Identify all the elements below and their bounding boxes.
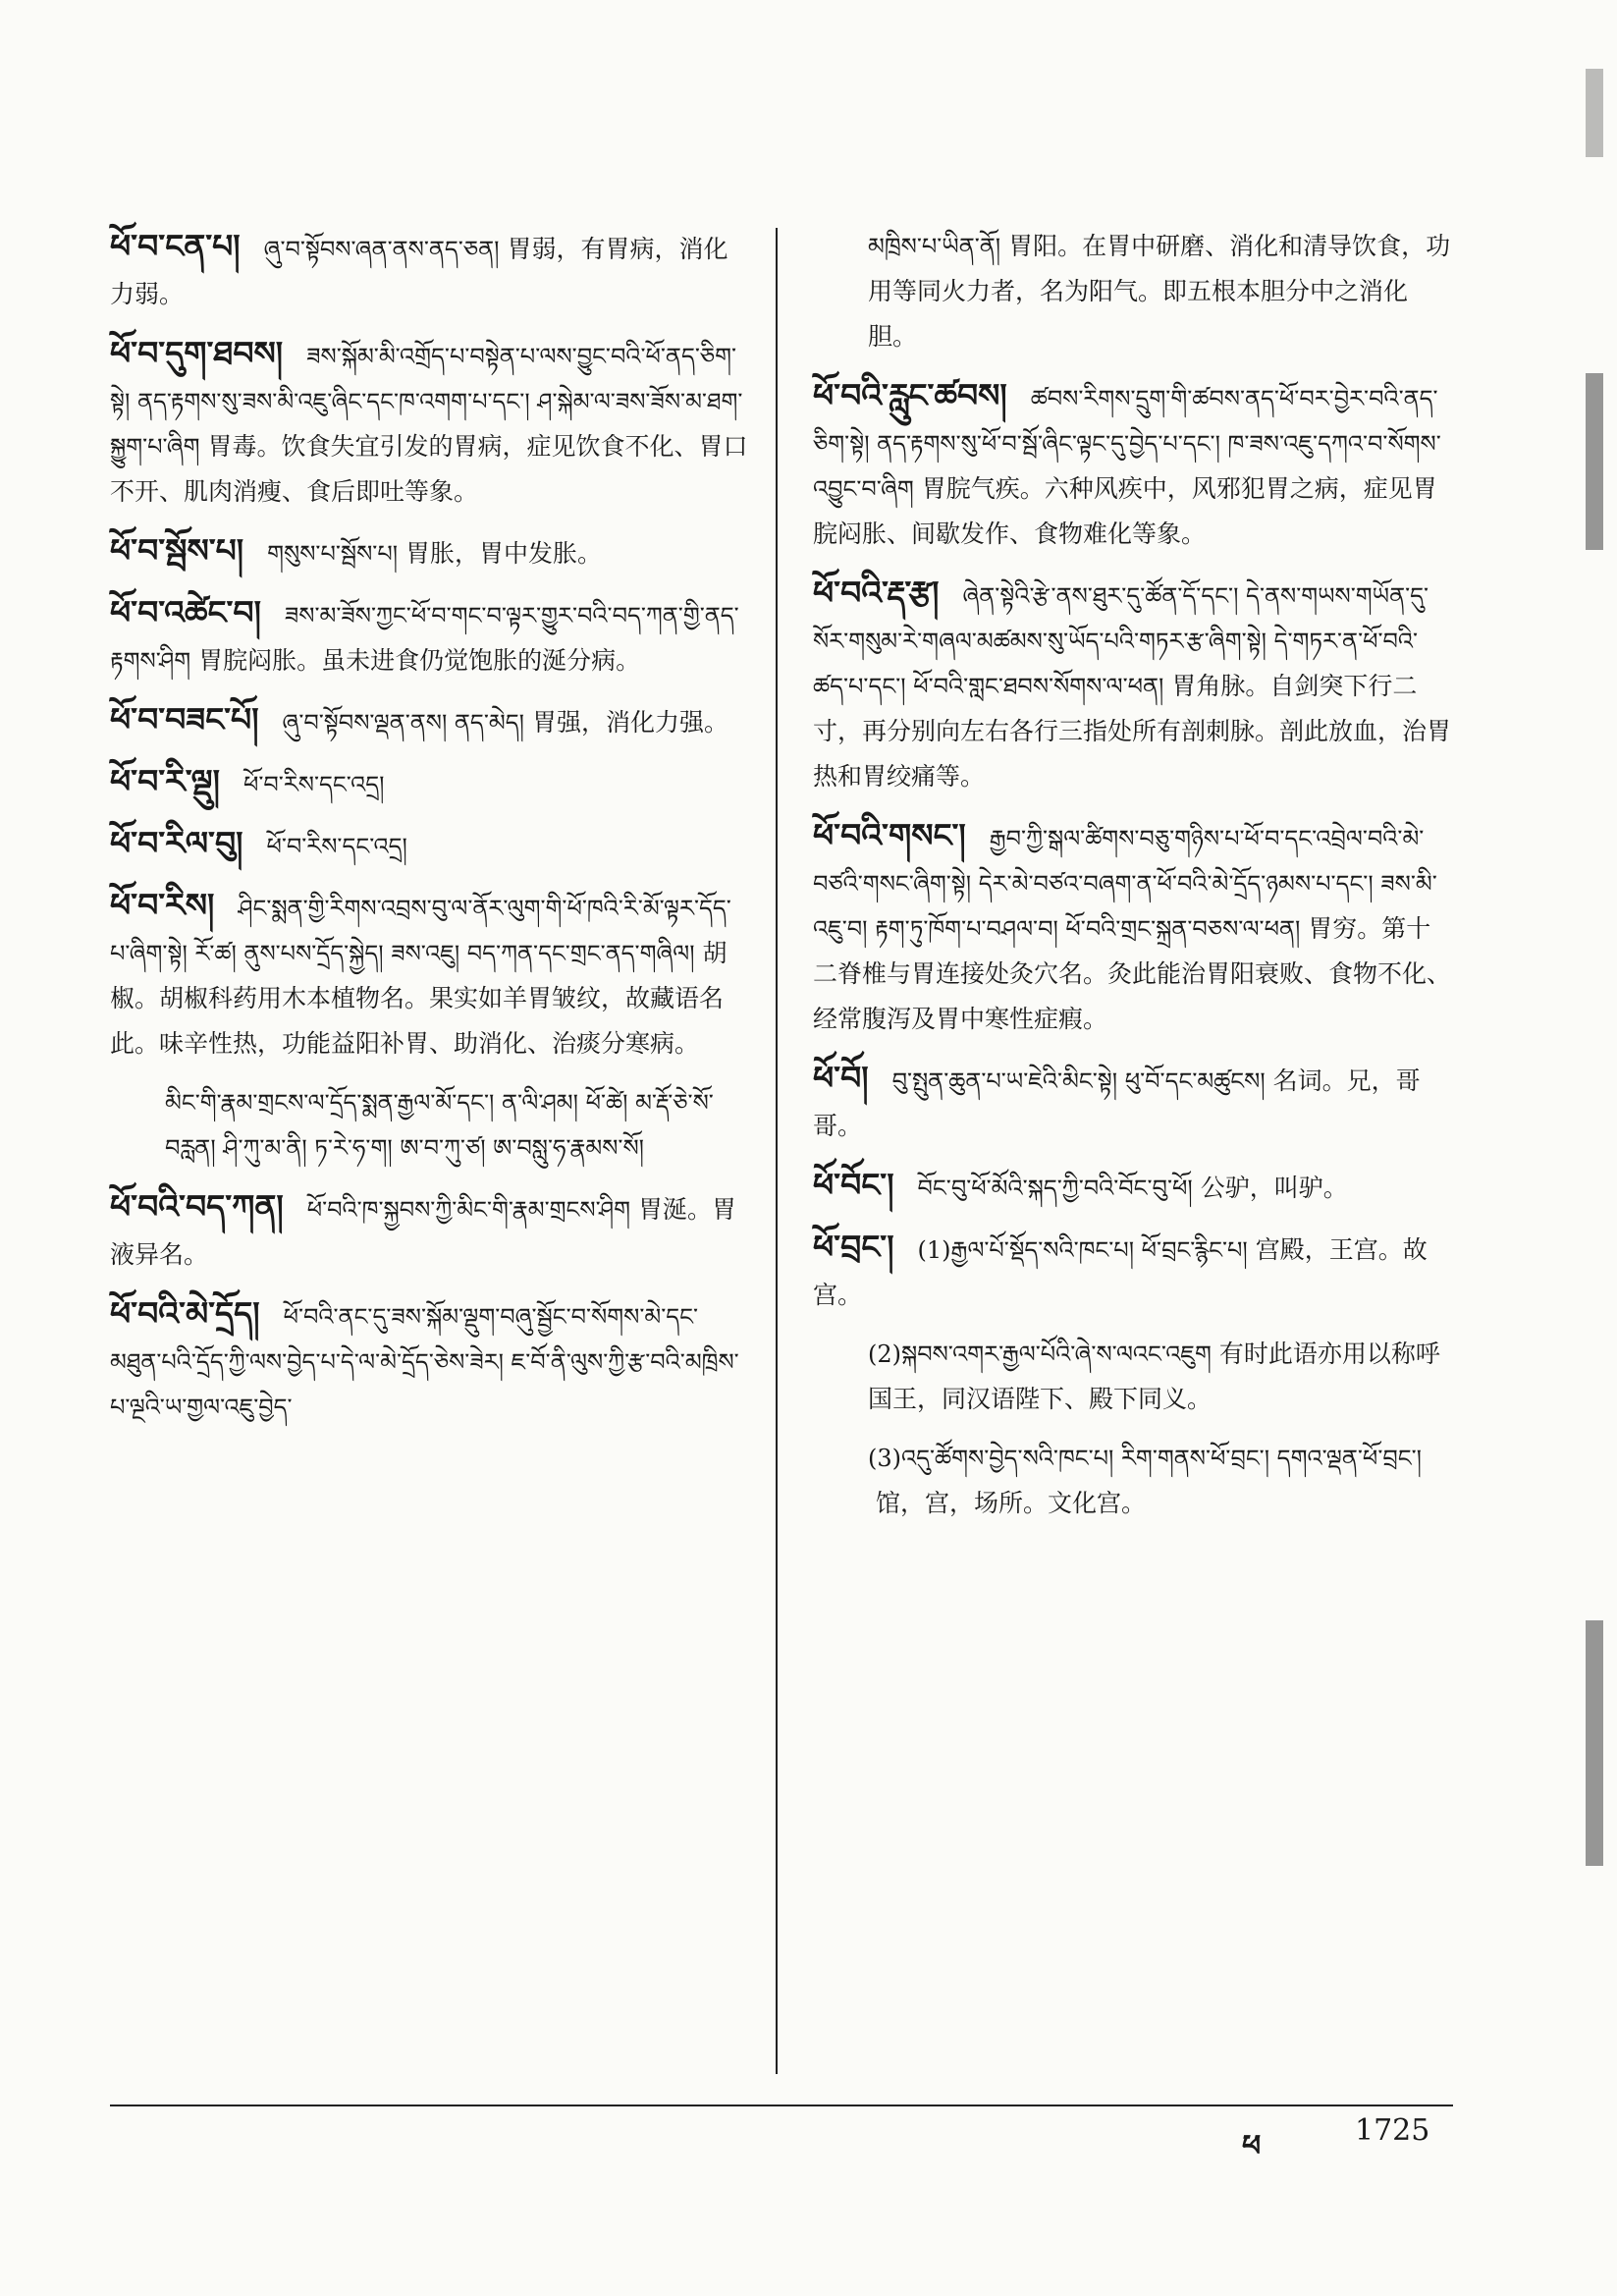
scan-edge-mark-mid [1586,373,1603,550]
page-letter: ཕ [1242,2129,1262,2163]
entry-headword: ཕོ་བོང་། [813,1166,894,1204]
entry-chinese-definition: 胃阳。在胃中研磨、消化和清导饮食，功用等同火力者，名为阳气。即五根本胆分中之消化胆。 [868,232,1451,351]
dictionary-entry [813,571,1451,799]
entry-tibetan-definition: ཟས་སྐོམ་མི་འགྲོད་པ་བསྟེན་པ་ལས་བྱུང་བའི་ཕོ་ནད་ཅིག་སྟེ། ནད་རྟགས་སུ་ཟས་མི་འཇུ་ཞིང་དང་ཁ་འགག་པ་དང་། ཤ་སྐེམ་ལ་ཟས་ཟོས་མ་ཐག་སྐྱུག་པ་ཞིག [110,343,743,461]
dictionary-entry [110,1080,748,1171]
entry-tibetan-definition: མིང་གི་རྣམ་གྲངས་ལ་དྲོད་སྨན་རྒྱལ་མོ་དང་། ན་ལི་ཤམ། ཕོ་ཚེ། མ་རྡོ་ཅེ་སོ་བརླན། ཤི་ཀུ་མ་ནི། ཏ་རེ་ཧ་ག། ཨ་བ་ཀུ་ཙ། ཨ་བསླུ་ཧ་རྣམས་སོ། [165,1089,714,1162]
entry-headword: ཕོ་བ་རིས། [110,886,215,924]
entry-chinese-definition: 胃强，消化力强。 [531,708,728,737]
entry-tibetan-definition: (3)འདུ་ཚོགས་བྱེད་སའི་ཁང་པ། རིག་གནས་ཕོ་བྲང་། དགའ་ལྡན་ཕོ་བྲང་། [868,1445,1422,1472]
entry-chinese-definition: 胃涎。胃液异名。 [110,1195,737,1269]
entry-chinese-definition: 宫殿，王宫。故宫。 [813,1235,1428,1309]
entry-tibetan-definition: ཕོ་བ་རིས་དང་འདྲ། [243,771,385,798]
dictionary-entry [110,224,748,317]
entry-chinese-definition: 名词。兄，哥哥。 [813,1066,1421,1140]
entry-tibetan-definition: ཕོ་བའི་ཁ་སྐྱབས་ཀྱི་མིང་གི་རྣམ་གྲངས་ཤིག [306,1196,631,1224]
dictionary-entry [110,821,748,869]
entry-headword: ཕོ་བའི་རླུང་ཚབས། [813,376,1007,414]
entry-headword: ཕོ་བ་འཚེང་བ། [110,593,261,631]
entry-chinese-definition: 胃胀，胃中发胀。 [405,539,603,568]
dictionary-entry [110,1291,748,1430]
entry-chinese-definition: 胃脘闷胀。虽未进食仍觉饱胀的涎分病。 [198,646,641,675]
dictionary-entry [813,224,1451,359]
entry-headword: ཕོ་བ་སྦོས་པ། [110,531,244,570]
entry-headword: ཕོ་བ་ངན་པ། [110,227,241,265]
entry-chinese-definition: 胃毒。饮食失宜引发的胃病，症见饮食不化、胃口不开、肌肉消瘦、食后即吐等象。 [110,432,748,506]
entry-chinese-definition: 胃弱，有胃病，消化力弱。 [110,235,728,308]
entry-tibetan-definition: ཞུ་བ་སྟོབས་ཞན་ནས་ནད་ཅན། [263,236,500,263]
entry-headword: ཕོ་བ་རིལ་བུ། [110,824,243,862]
entry-headword: ཕོ་བའི་རྡ་རྩ། [813,574,940,612]
entry-chinese-definition: 胃穷。第十二脊椎与胃连接处灸穴名。灸此能治胃阳衰败、食物不化、经常腹泻及胃中寒性症瘕。 [813,914,1452,1033]
dictionary-entry [813,373,1451,557]
dictionary-entry [813,813,1451,1042]
right-column [813,224,1451,1540]
entry-tibetan-definition: བོང་བུ་ཕོ་མོའི་སྐད་ཀྱི་བའི་བོང་བུ་ཕོ། [917,1175,1193,1202]
dictionary-entry [813,1332,1451,1422]
entry-headword: ཕོ་བའི་བད་ཀན། [110,1187,284,1226]
entry-chinese-definition: 胃脘气疾。六种风疾中，风邪犯胃之病，症见胃脘闷胀、间歇发作、食物难化等象。 [813,474,1437,548]
page-number: 1725 [1355,2113,1430,2148]
entry-tibetan-definition: མཁྲིས་པ་ཡིན་ནོ། [868,233,1001,260]
entry-headword: ཕོ་བྲང་། [813,1228,894,1266]
entry-tibetan-definition: ཚབས་རིགས་དྲུག་གི་ཚབས་ནད་ཕོ་བར་བྱེར་བའི་ནད་ཅིག་སྟེ། ནད་རྟགས་སུ་ཕོ་བ་སྦོ་ཞིང་ལྟང་དུ་བྱེད་པ་དང་། ཁ་ཟས་འཇུ་དཀའ་བ་སོགས་འབྱུང་བ་ཞིག [813,385,1441,503]
entry-headword: ཕོ་བོ། [813,1059,869,1097]
entry-headword: ཕོ་བའི་མེ་དྲོད། [110,1294,260,1333]
dictionary-entry [110,1184,748,1278]
entry-tibetan-definition: ཤིང་སྨན་གྱི་རིགས་འབྲས་བུ་ལ་ནོར་ལུག་གི་ཕོ་ཁའི་རི་མོ་ལྟར་དོད་པ་ཞིག་སྟེ། རོ་ཚ། ནུས་པས་དྲོད་སྐྱེད། ཟས་འཇུ། བད་ཀན་དང་གྲང་ནད་གཞིལ། [110,895,731,967]
bottom-rule [110,2105,1453,2106]
scan-edge-mark-top [1586,69,1603,157]
entry-tibetan-definition: ཕོ་བའི་ནང་དུ་ཟས་སྐོམ་ལྡུག་བཞུ་སྦྱོང་བ་སོགས་མེ་དང་མཐུན་པའི་དྲོད་ཀྱི་ལས་བྱེད་པ་དེ་ལ་མེ་དྲོད་ཅེས་ཟེར། ཇ་བོ་ནི་ལུས་ཀྱི་རྩ་བའི་མཁྲིས་པ་ལྔའི་ཡ་གྱལ་འཇུ་བྱེད་ [110,1303,739,1421]
entry-tibetan-definition: (2)སྐབས་འགར་རྒྱལ་པོའི་ཞེ་ས་ལའང་འཇུག [868,1340,1212,1368]
dictionary-entry [110,697,748,745]
dictionary-entry [110,528,748,576]
dictionary-entry [813,1225,1451,1318]
entry-headword: ཕོ་བའི་གསང་། [813,816,966,854]
entry-chinese-definition: 胡椒。胡椒科药用木本植物名。果实如羊胃皱纹，故藏语名此。味辛性热，功能益阳补胃、助消化、治痰分寒病。 [110,939,728,1058]
entry-tibetan-definition: ཞེན་སྟེའི་རྩེ་ནས་ཐུར་དུ་ཚོན་དོ་དང་། དེ་ནས་གཡས་གཡོན་དུ་སོར་གསུམ་རེ་གཞལ་མཚམས་སུ་ཡོད་པའི་གཏར་རྩ་ཞིག་སྟེ། དེ་གཏར་ན་ཕོ་བའི་ཚད་པ་དང་། ཕོ་བའི་གླང་ཐབས་སོགས་ལ་ཕན། [813,582,1429,700]
entry-headword: ཕོ་བ་དུག་ཐབས། [110,334,284,372]
entry-tibetan-definition: བུ་སྤུན་ཆུན་པ་ཡ་ཇེའི་མིང་སྟེ། ཕུ་བོ་དང་མཚུངས། [891,1067,1266,1095]
left-column [110,224,748,1444]
entry-chinese-definition: 公驴，叫驴。 [1200,1174,1348,1202]
dictionary-entry [110,759,748,807]
entry-headword: ཕོ་བ་བཟང་པོ། [110,700,259,738]
dictionary-entry [110,331,748,515]
dictionary-entry [813,1436,1451,1526]
entry-tibetan-definition: གསུས་པ་སྦོས་པ། [267,540,399,568]
dictionary-entry [813,1163,1451,1211]
entry-tibetan-definition: ཕོ་བ་རིས་དང་འདྲ། [266,833,407,860]
entry-tibetan-definition: ཞུ་བ་སྟོབས་ལྡན་ནས། ནད་མེད། [282,709,524,737]
column-divider [776,228,778,2074]
entry-tibetan-definition: (1)རྒྱལ་པོ་སྡོད་སའི་ཁང་པ། ཕོ་བྲང་རྙིང་པ། [917,1236,1248,1264]
dictionary-entry [813,1056,1451,1149]
entry-headword: ཕོ་བ་རི་ལྡུ། [110,762,220,800]
entry-chinese-definition: 馆，宫，场所。文化宫。 [876,1489,1147,1517]
dictionary-entry [110,590,748,683]
entry-tibetan-definition: ཟས་མ་ཟོས་ཀྱང་ཕོ་བ་གང་བ་ལྟར་གྱུར་བའི་བད་ཀན་གྱི་ནད་རྟགས་ཤིག [110,602,739,675]
scan-edge-mark-low [1586,1620,1603,1866]
entry-chinese-definition: 胃角脉。自剑突下行二寸，再分别向左右各行三指处所有剖刺脉。剖此放血，治胃热和胃绞痛等。 [813,672,1452,791]
dictionary-entry [110,883,748,1066]
entry-chinese-definition: 有时此语亦用以称呼国王，同汉语陛下、殿下同义。 [868,1339,1440,1413]
entry-tibetan-definition: རྒྱབ་ཀྱི་སྒལ་ཚིགས་བཅུ་གཉིས་པ་ཕོ་བ་དང་འབྲེལ་བའི་མེ་བཙའི་གསང་ཞིག་སྟེ། དེར་མེ་བཙའ་བཞག་ན་ཕོ་བའི་མེ་དྲོད་ཉམས་པ་དང་། ཟས་མི་འཇུ་བ། རྟག་ཏུ་ཁོག་པ་བཤལ་བ། ཕོ་བའི་གྲང་སྐྲན་བཅས་ལ་ཕན། [813,825,1437,943]
